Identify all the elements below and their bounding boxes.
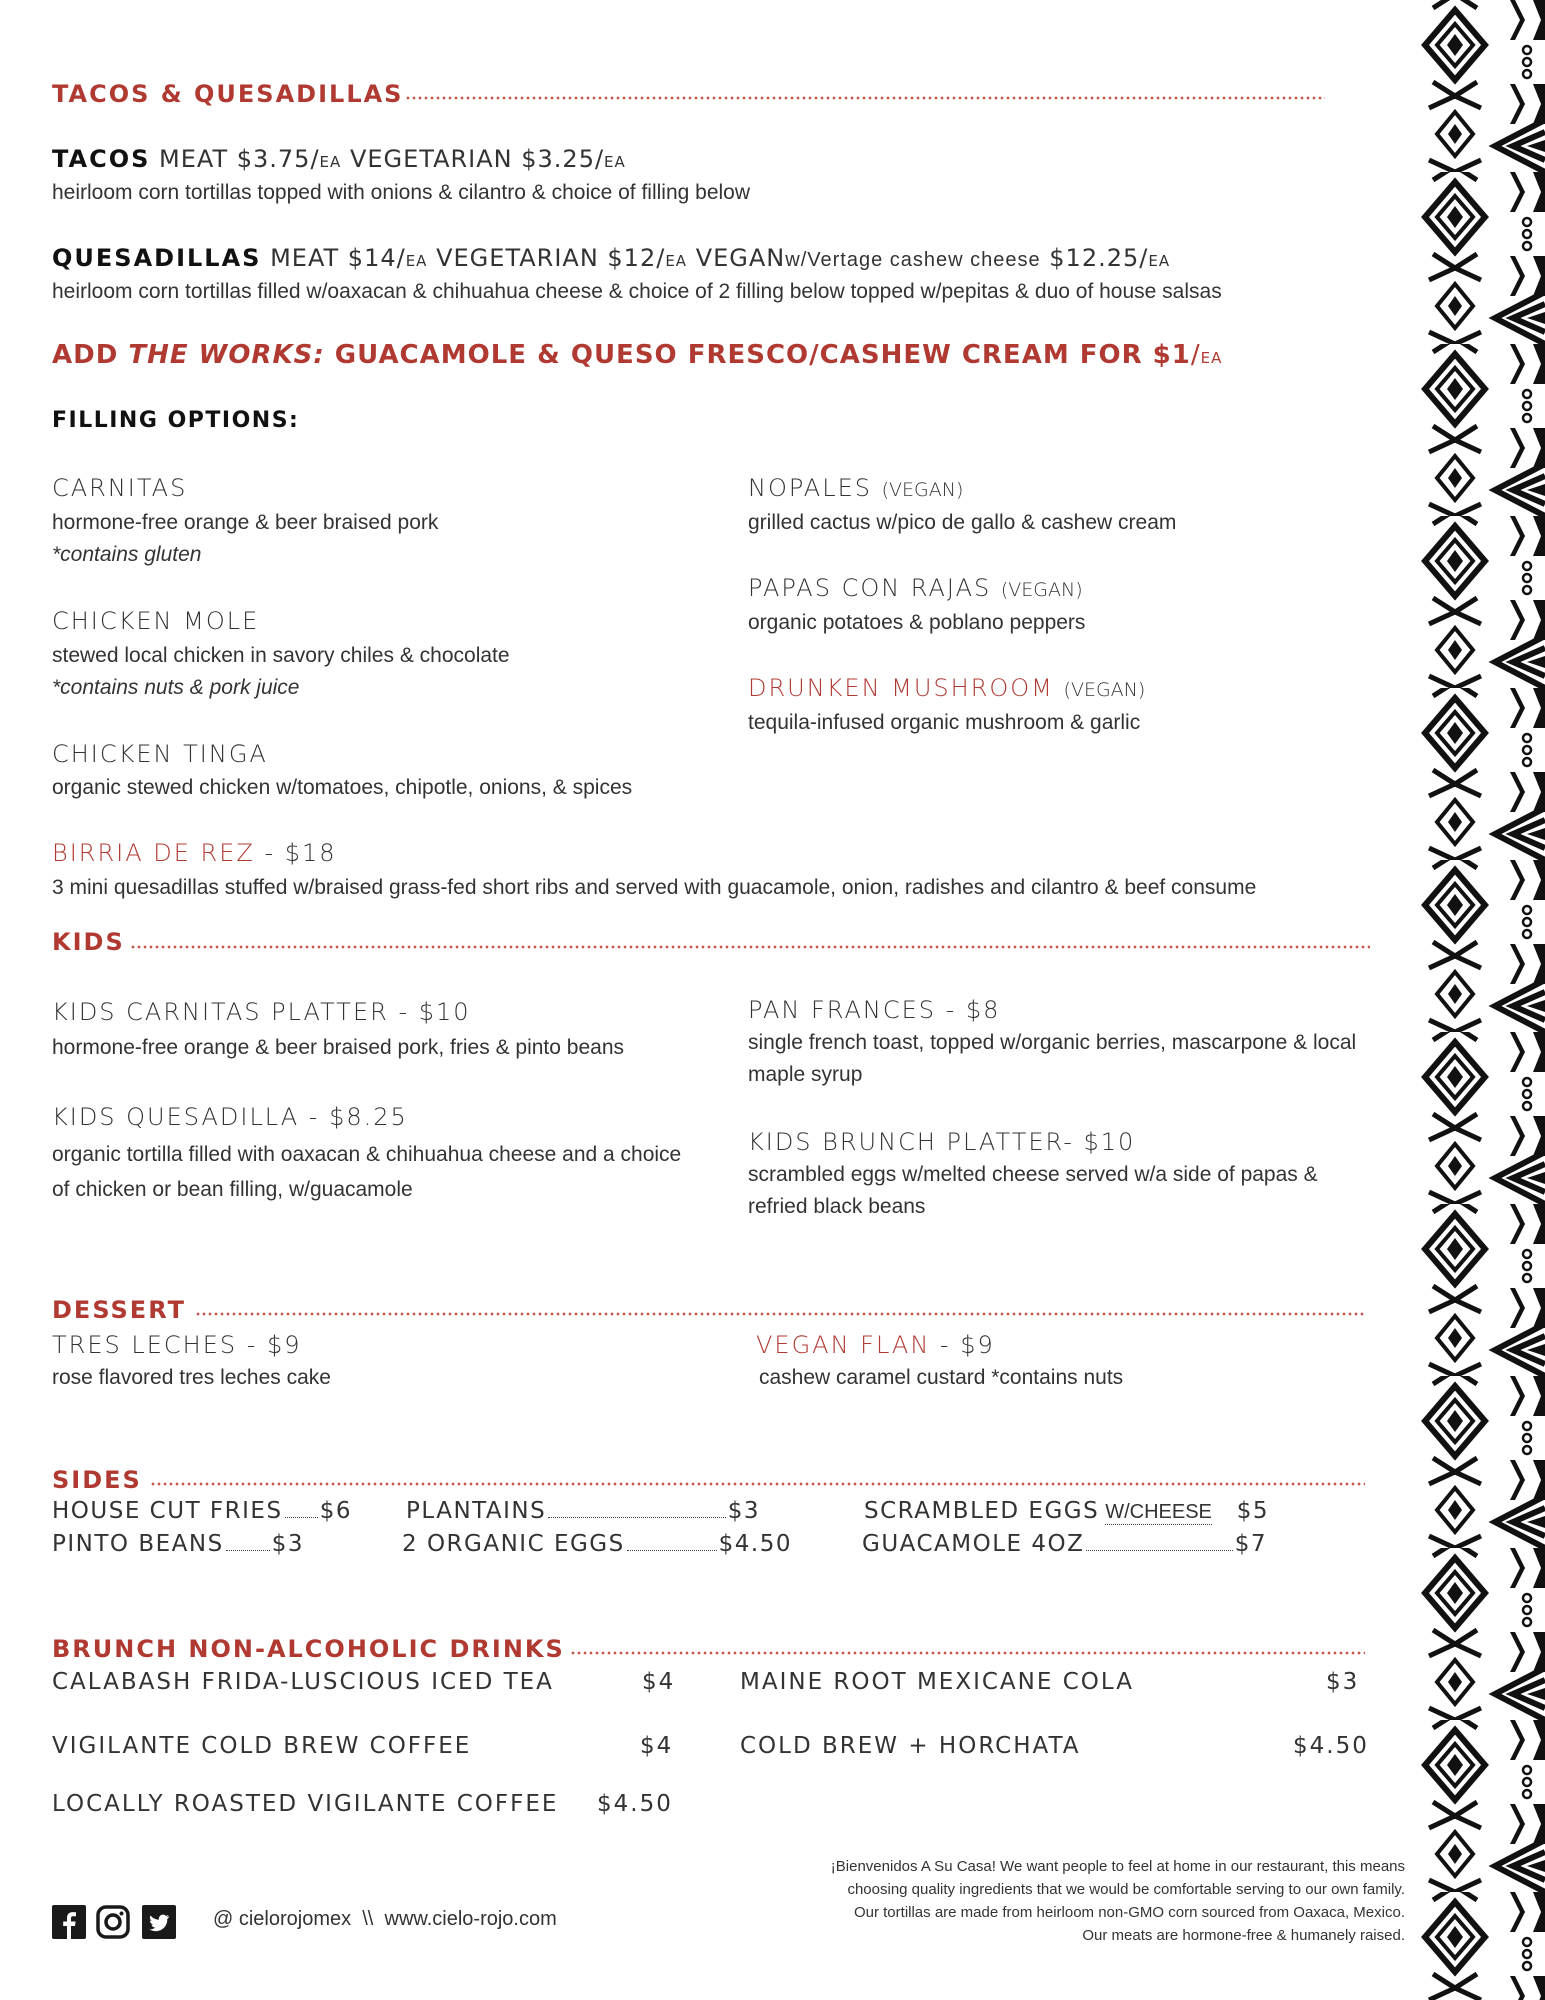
ea-label: EA bbox=[665, 252, 688, 270]
dessert-desc: cashew caramel custard *contains nuts bbox=[759, 1366, 1124, 1389]
side-item bbox=[862, 1531, 1267, 1557]
side-item bbox=[402, 1531, 792, 1557]
filling-note-carnitas: *contains gluten bbox=[52, 543, 202, 566]
filling-name-nopales bbox=[748, 474, 963, 502]
side-price: $5 bbox=[1236, 1498, 1269, 1524]
filling-note-chicken-mole: *contains nuts & pork juice bbox=[52, 676, 300, 699]
kids-item-desc: single french toast, topped w/organic berries, mascarpone & local maple syrup bbox=[748, 1031, 1357, 1086]
filling-desc-chicken-mole: stewed local chicken in savory chiles & chocolate bbox=[52, 644, 510, 667]
side-extra: W/CHEESE bbox=[1105, 1501, 1212, 1523]
separator: \\ bbox=[362, 1908, 374, 1930]
dessert-price: - $9 bbox=[237, 1331, 302, 1359]
filling-nopales-label: NOPALES bbox=[748, 474, 872, 502]
drink-name: MAINE ROOT MEXICANE COLA bbox=[740, 1669, 1134, 1695]
dot-leader bbox=[285, 1517, 318, 1518]
section-title-drinks: BRUNCH NON-ALCOHOLIC DRINKS bbox=[52, 1635, 565, 1663]
instagram-icon[interactable] bbox=[96, 1905, 130, 1939]
welcome-line: Our tortillas are made from heirloom non-GMO corn sourced from Oaxaca, Mexico. bbox=[853, 1904, 1405, 1921]
side-name: SCRAMBLED EGGS bbox=[864, 1498, 1100, 1524]
side-price: $3 bbox=[271, 1531, 304, 1557]
kids-item-desc: scrambled eggs w/melted cheese served w/a side of papas & refried black beans bbox=[748, 1163, 1318, 1218]
section-divider bbox=[195, 1311, 1365, 1317]
dessert-heading bbox=[756, 1331, 995, 1359]
welcome-note bbox=[805, 1855, 1405, 1947]
dessert-desc: rose flavored tres leches cake bbox=[52, 1366, 331, 1389]
section-title-sides: SIDES bbox=[52, 1466, 142, 1494]
dot-leader bbox=[226, 1550, 270, 1551]
welcome-line: Our meats are hormone-free & humanely raised. bbox=[1082, 1927, 1405, 1944]
filling-desc-drunken-mushroom: tequila-infused organic mushroom & garlic bbox=[748, 711, 1141, 734]
filling-desc-carnitas: hormone-free orange & beer braised pork bbox=[52, 511, 439, 534]
filling-desc-papas: organic potatoes & poblano peppers bbox=[748, 611, 1086, 634]
filling-name-papas bbox=[748, 574, 1083, 602]
quesadillas-veg-price: VEGETARIAN $12/ bbox=[436, 244, 666, 272]
facebook-icon[interactable] bbox=[52, 1905, 86, 1939]
drink-name: LOCALLY ROASTED VIGILANTE COFFEE bbox=[52, 1791, 559, 1817]
drink-price: $3 bbox=[1326, 1669, 1360, 1695]
section-title-tacos: TACOS & QUESADILLAS bbox=[52, 80, 404, 108]
dessert-name: TRES LECHES bbox=[52, 1331, 238, 1359]
tacos-meat-price: MEAT $3.75/ bbox=[159, 145, 320, 173]
tacos-pricing-line bbox=[52, 145, 626, 173]
dot-leader bbox=[548, 1517, 725, 1518]
filling-mushroom-label: DRUNKEN MUSHROOM bbox=[748, 674, 1054, 702]
filling-name-carnitas: CARNITAS bbox=[52, 474, 188, 502]
website-link[interactable]: www.cielo-rojo.com bbox=[384, 1908, 557, 1930]
drink-name: COLD BREW + HORCHATA bbox=[740, 1733, 1081, 1759]
ea-label: EA bbox=[405, 252, 428, 270]
birria-heading bbox=[52, 839, 337, 867]
side-name: 2 ORGANIC EGGS bbox=[402, 1531, 625, 1557]
filling-desc-chicken-tinga: organic stewed chicken w/tomatoes, chipotle, onions, & spices bbox=[52, 776, 633, 799]
side-price: $4.50 bbox=[718, 1531, 792, 1557]
filling-desc-nopales: grilled cactus w/pico de gallo & cashew cream bbox=[748, 511, 1177, 534]
drink-price: $4.50 bbox=[1293, 1733, 1369, 1759]
quesadillas-pricing-line bbox=[52, 244, 1170, 272]
filling-name-chicken-mole: CHICKEN MOLE bbox=[52, 607, 260, 635]
twitter-icon[interactable] bbox=[142, 1905, 176, 1939]
dessert-heading bbox=[52, 1331, 302, 1359]
side-name: GUACAMOLE 4OZ bbox=[862, 1531, 1085, 1557]
works-italic: THE WORKS: bbox=[128, 340, 325, 370]
dessert-price: - $9 bbox=[930, 1331, 995, 1359]
quesadillas-description: heirloom corn tortillas filled w/oaxacan & chihuahua cheese & choice of 2 filling below topped w/pepitas & duo of house salsas bbox=[52, 280, 1222, 303]
birria-description: 3 mini quesadillas stuffed w/braised grass-fed short ribs and served with guacamole, onion, radishes and cilantro & beef consume bbox=[52, 876, 1257, 899]
section-divider bbox=[405, 95, 1325, 101]
vegan-tag: (VEGAN) bbox=[1063, 679, 1146, 701]
section-title-dessert: DESSERT bbox=[52, 1296, 186, 1324]
kids-item-name: PAN FRANCES - $8 bbox=[748, 996, 1001, 1024]
tacos-label: TACOS bbox=[52, 145, 151, 173]
tacos-description: heirloom corn tortillas topped with onions & cilantro & choice of filling below bbox=[52, 181, 751, 204]
footer-contact bbox=[213, 1908, 557, 1931]
drink-name: CALABASH FRIDA-LUSCIOUS ICED TEA bbox=[52, 1669, 554, 1695]
side-item bbox=[406, 1498, 760, 1524]
filling-options-title: FILLING OPTIONS: bbox=[52, 408, 300, 433]
quesadillas-vegan-note: w/Vertage cashew cheese bbox=[785, 249, 1041, 271]
quesadillas-vegan-label: VEGAN bbox=[695, 244, 786, 272]
side-item bbox=[52, 1531, 304, 1557]
filling-name-drunken-mushroom bbox=[748, 674, 1145, 702]
dessert-name: VEGAN FLAN bbox=[756, 1331, 931, 1359]
side-price: $6 bbox=[319, 1498, 352, 1524]
kids-item-name: KIDS CARNITAS PLATTER - $10 bbox=[52, 998, 471, 1026]
the-works-addon bbox=[52, 340, 1222, 370]
section-title-kids: KIDS bbox=[52, 928, 125, 956]
quesadillas-vegan-price: $12.25/ bbox=[1049, 244, 1149, 272]
filling-name-chicken-tinga: CHICKEN TINGA bbox=[52, 740, 268, 768]
drink-name: VIGILANTE COLD BREW COFFEE bbox=[52, 1733, 472, 1759]
welcome-line: ¡Bienvenidos A Su Casa! We want people to feel at home in our restaurant, this means bbox=[830, 1858, 1405, 1875]
side-item bbox=[864, 1498, 1269, 1525]
social-handle[interactable]: @ cielorojomex bbox=[213, 1908, 352, 1930]
side-item bbox=[52, 1498, 352, 1524]
birria-price: - $18 bbox=[254, 839, 337, 867]
ea-label: EA bbox=[319, 153, 342, 171]
dot-leader bbox=[1086, 1550, 1232, 1551]
quesadillas-meat-price: MEAT $14/ bbox=[270, 244, 406, 272]
tacos-veg-price: VEGETARIAN $3.25/ bbox=[349, 145, 605, 173]
ea-label: EA bbox=[1200, 349, 1223, 367]
side-price: $7 bbox=[1234, 1531, 1267, 1557]
ea-label: EA bbox=[1148, 252, 1171, 270]
works-text: GUACAMOLE & QUESO FRESCO/CASHEW CREAM FOR $1 bbox=[324, 340, 1191, 370]
vegan-tag: (VEGAN) bbox=[881, 479, 964, 501]
welcome-line: choosing quality ingredients that we would be comfortable serving to our own family. bbox=[847, 1881, 1405, 1898]
vegan-tag: (VEGAN) bbox=[1000, 579, 1083, 601]
kids-item-name: KIDS QUESADILLA - $8.25 bbox=[52, 1103, 408, 1131]
side-name: PLANTAINS bbox=[406, 1498, 547, 1524]
filling-papas-label: PAPAS CON RAJAS bbox=[748, 574, 992, 602]
side-name: PINTO BEANS bbox=[52, 1531, 224, 1557]
kids-item-name: KIDS BRUNCH PLATTER- $10 bbox=[748, 1128, 1136, 1156]
works-prefix: ADD bbox=[52, 340, 129, 370]
kids-item-desc: hormone-free orange & beer braised pork, fries & pinto beans bbox=[52, 1036, 624, 1059]
birria-name: BIRRIA DE REZ bbox=[52, 839, 255, 867]
dot-leader bbox=[627, 1550, 717, 1551]
side-price: $3 bbox=[727, 1498, 760, 1524]
works-slash: / bbox=[1190, 340, 1201, 370]
side-name: HOUSE CUT FRIES bbox=[52, 1498, 283, 1524]
drink-price: $4.50 bbox=[597, 1791, 673, 1817]
decorative-pattern-border bbox=[1415, 0, 1545, 2000]
section-divider bbox=[130, 944, 1370, 950]
kids-item-desc: organic tortilla filled with oaxacan & chihuahua cheese and a choice of chicken or bean filling, w/guacamole bbox=[52, 1143, 682, 1201]
drink-price: $4 bbox=[640, 1733, 674, 1759]
section-divider bbox=[570, 1650, 1365, 1656]
quesadillas-label: QUESADILLAS bbox=[52, 244, 262, 272]
ea-label: EA bbox=[604, 153, 626, 171]
drink-price: $4 bbox=[642, 1669, 676, 1695]
section-divider bbox=[150, 1481, 1365, 1487]
